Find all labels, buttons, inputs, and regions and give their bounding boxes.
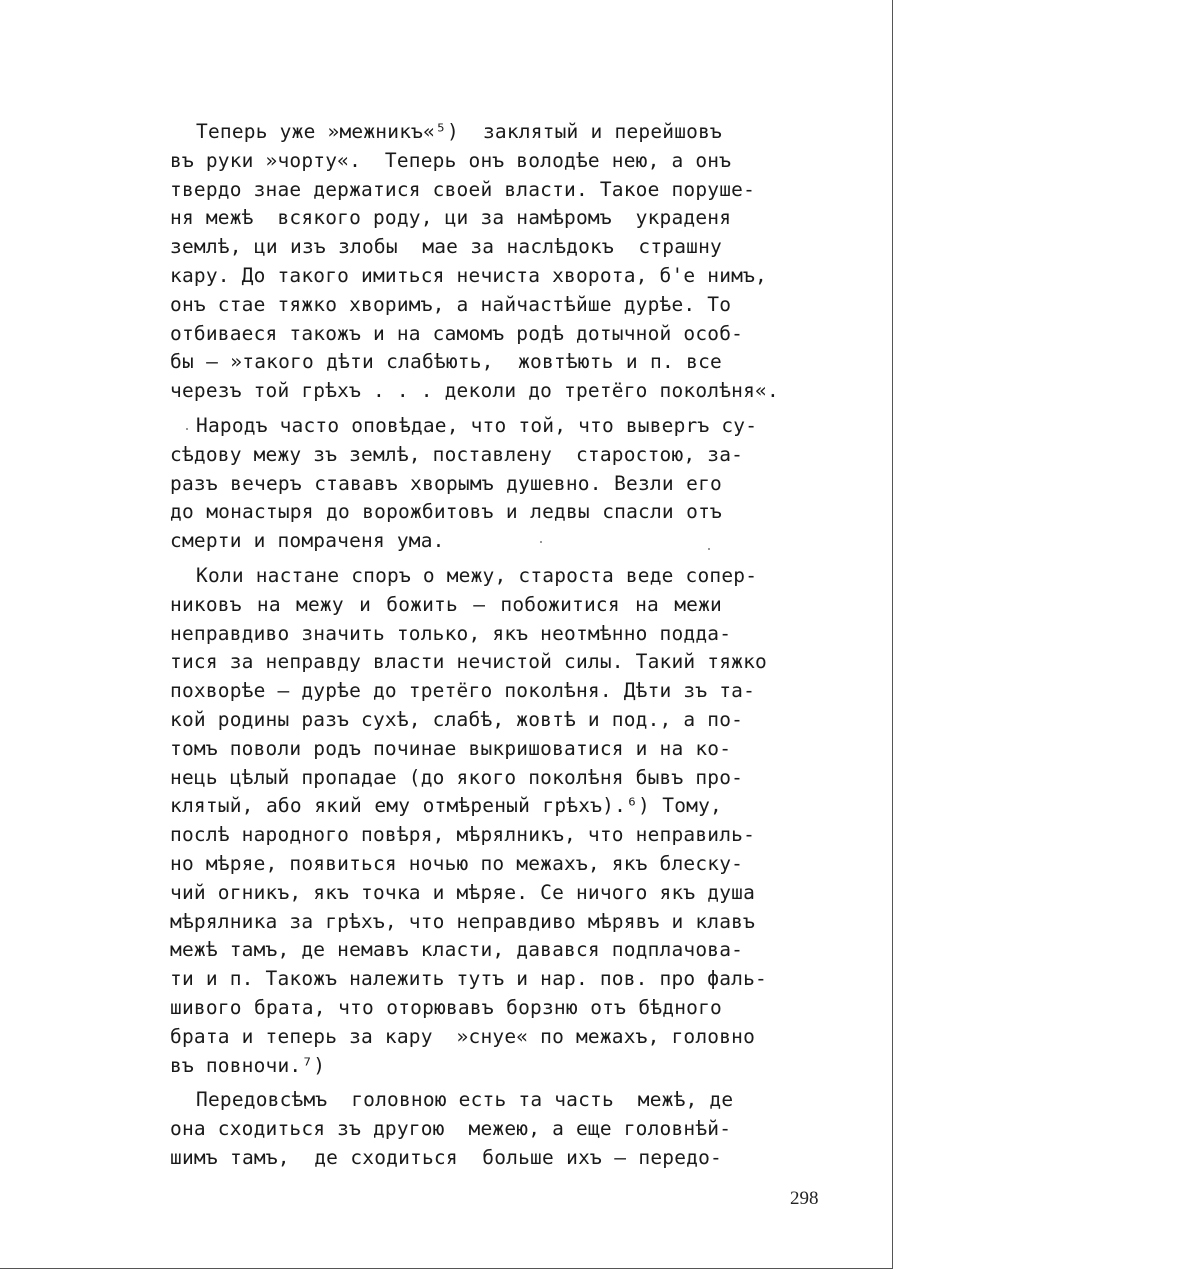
text-line: до монастыря до ворожбитовъ и ледвы спасли отъ (170, 500, 722, 524)
paragraph-4 (170, 1086, 734, 1172)
body-text (170, 118, 779, 1173)
text-line: смерти и помраченя ума. (170, 529, 445, 553)
text-line: Теперь уже »межникъ«⁵) заклятый и перейшовъ (196, 120, 722, 143)
text-line: въ руки »чорту«. Теперь онъ володѣе нею, а онъ (170, 148, 732, 172)
text-line: томъ поволи родъ починае выкришоватися и на ко- (170, 736, 732, 760)
text-line: неправдиво значить только, якъ неотмѣнно подда- (170, 621, 732, 645)
text-line: разъ вечеръ стававъ хворымъ душевно. Везли его (170, 471, 722, 495)
text-line: кой родины разъ сухѣ, слабѣ, жовтѣ и под., а по- (170, 707, 744, 731)
text-line: чий огникъ, якъ точка и мѣряе. Се ничого якъ душа (170, 880, 756, 904)
text-line: она сходиться зъ другою межею, а еще головнѣй- (170, 1117, 732, 1141)
text-line: никовъ на межу и божить — побожитися на межи (170, 592, 722, 616)
text-line: нець цѣлый пропадае (до якого поколѣня бывъ про- (170, 765, 744, 789)
text-line: брата и теперь за кару »снуе« по межахъ, головно (170, 1024, 756, 1048)
text-line: кару. До такого имиться нечиста хворота, б'е нимъ, (170, 263, 767, 287)
text-line: сѣдову межу зъ землѣ, поставлену старостою, за- (170, 442, 744, 466)
text-line: тися за неправду власти нечистой силы. Такий тяжко (170, 650, 767, 674)
text-line: отбиваеся такожъ и на самомъ родѣ дотычной особ- (170, 321, 744, 345)
paragraph-2 (170, 412, 758, 556)
scan-speck (186, 428, 188, 430)
text-line: Передовсѣмъ головною есть та часть межѣ, де (196, 1088, 734, 1112)
text-line: но мѣряе, появиться ночью по межахъ, якъ блеску- (170, 851, 744, 875)
text-line: онъ стае тяжко хворимъ, а найчастѣйше дурѣе. То (170, 292, 732, 316)
text-line: землѣ, ци изъ злобы мае за наслѣдокъ страшну (170, 235, 722, 259)
text-line: шивого брата, что оторювавъ борзню отъ бѣдного (170, 995, 722, 1019)
text-line: твердо знае держатися своей власти. Такое порушe- (170, 177, 756, 201)
text-line: бы — »такого дѣти слабѣють, жовтѣють и п. все (170, 350, 722, 374)
scan-speck (540, 541, 542, 543)
text-line: Народъ часто оповѣдае, что той, что выверrъ су- (196, 413, 758, 437)
text-line: ня межѣ всякого роду, ци за намѣромъ украденя (170, 206, 732, 230)
text-line: въ повночи.⁷) (170, 1053, 326, 1077)
text-line: клятый, або який ему отмѣреный грѣхъ).⁶) Тому, (170, 794, 722, 818)
text-line: Коли настане споръ о межу, староста веде сопер- (196, 563, 758, 587)
scan-speck (708, 548, 710, 550)
text-line: шимъ тамъ, де сходиться больше ихъ — передо- (170, 1145, 722, 1169)
text-line: мѣрялника за грѣхъ, что неправдиво мѣрявъ и клавъ (170, 909, 756, 933)
paragraph-1 (170, 118, 779, 406)
page-number: 298 (790, 1188, 819, 1209)
text-line: ти и п. Такожъ належить тутъ и нар. пов. про фаль- (170, 967, 767, 991)
paragraph-3 (170, 562, 767, 1080)
text-line: черезъ той грѣхъ . . . деколи до третёго поколѣня«. (170, 379, 779, 403)
text-line: похворѣе — дурѣе до третёго поколѣня. Дѣти зъ та- (170, 679, 756, 703)
text-line: послѣ народного повѣря, мѣрялникъ, что неправиль- (170, 823, 756, 847)
text-line: межѣ тамъ, де немавъ класти, давався подплачова- (170, 938, 744, 962)
